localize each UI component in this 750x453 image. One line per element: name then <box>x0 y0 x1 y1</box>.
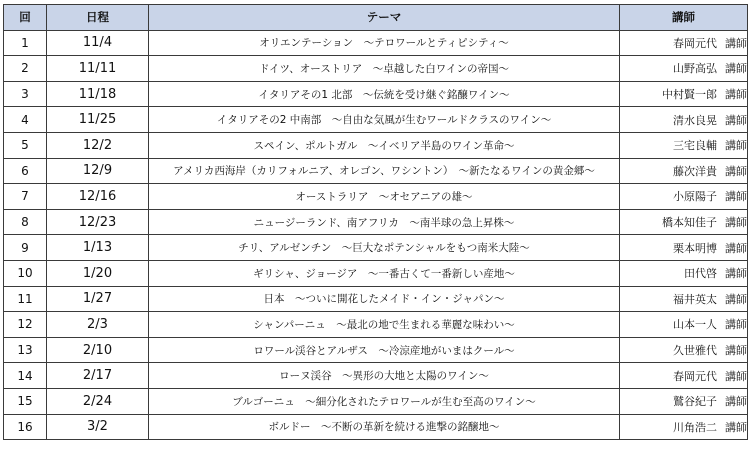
session-lecturer <box>620 107 748 133</box>
lecturer-suffix: 講師 <box>725 139 747 153</box>
lecturer-name: 田代啓 <box>684 267 717 281</box>
lecturer-name: 久世雅代 <box>673 344 717 358</box>
session-theme: イタリアその1 北部 ～伝統を受け継ぐ銘醸ワイン～ <box>149 81 620 107</box>
table-row <box>4 337 748 363</box>
lecturer-name: 春岡元代 <box>673 369 717 383</box>
session-number: 2 <box>4 56 47 82</box>
session-lecturer <box>620 312 748 338</box>
lecturer-suffix: 講師 <box>725 369 747 383</box>
session-number: 10 <box>4 260 47 286</box>
session-lecturer <box>620 30 748 56</box>
lecturer-suffix: 講師 <box>725 62 747 76</box>
session-date: 1/20 <box>47 260 149 286</box>
lecturer-suffix: 講師 <box>725 344 747 358</box>
session-date: 12/2 <box>47 132 149 158</box>
session-number: 12 <box>4 312 47 338</box>
table-row <box>4 286 748 312</box>
lecturer-suffix: 講師 <box>725 216 747 230</box>
session-lecturer <box>620 363 748 389</box>
lecturer-name: 春岡元代 <box>673 36 717 50</box>
session-theme: ボルドー ～不断の革新を続ける進撃の銘醸地～ <box>149 414 620 440</box>
session-date: 12/9 <box>47 158 149 184</box>
table-row <box>4 209 748 235</box>
lecturer-name: 三宅良輔 <box>673 139 717 153</box>
session-date: 11/18 <box>47 81 149 107</box>
session-theme: オーストラリア ～オセアニアの雄～ <box>149 184 620 210</box>
lecturer-name: 藤次洋貴 <box>673 164 717 178</box>
lecturer-suffix: 講師 <box>725 241 747 255</box>
header-date: 日程 <box>47 5 149 31</box>
session-lecturer <box>620 81 748 107</box>
lecturer-name: 川角浩二 <box>673 420 717 434</box>
session-date: 12/23 <box>47 209 149 235</box>
lecturer-suffix: 講師 <box>725 190 747 204</box>
session-lecturer <box>620 337 748 363</box>
session-lecturer <box>620 260 748 286</box>
table-row <box>4 132 748 158</box>
lecturer-name: 橋本知佳子 <box>662 216 717 230</box>
session-lecturer <box>620 184 748 210</box>
lecturer-name: 中村賢一郎 <box>662 88 717 102</box>
lecturer-suffix: 講師 <box>725 88 747 102</box>
lecturer-suffix: 講師 <box>725 164 747 178</box>
header-row <box>4 5 748 31</box>
session-theme: オリエンテーション ～テロワールとティピシティ～ <box>149 30 620 56</box>
header-lecturer: 講師 <box>620 5 748 31</box>
table-row <box>4 388 748 414</box>
table-row <box>4 184 748 210</box>
lecturer-name: 福井英太 <box>673 292 717 306</box>
session-lecturer <box>620 56 748 82</box>
lecturer-suffix: 講師 <box>725 318 747 332</box>
lecturer-name: 鷲谷紀子 <box>673 395 717 409</box>
session-number: 6 <box>4 158 47 184</box>
session-date: 11/4 <box>47 30 149 56</box>
schedule-body <box>4 30 748 440</box>
table-row <box>4 107 748 133</box>
session-number: 4 <box>4 107 47 133</box>
session-number: 8 <box>4 209 47 235</box>
lecturer-suffix: 講師 <box>725 267 747 281</box>
session-number: 3 <box>4 81 47 107</box>
session-number: 9 <box>4 235 47 261</box>
session-date: 2/10 <box>47 337 149 363</box>
lecturer-name: 栗本明博 <box>673 241 717 255</box>
session-number: 1 <box>4 30 47 56</box>
lecturer-suffix: 講師 <box>725 113 747 127</box>
lecturer-name: 山野高弘 <box>673 62 717 76</box>
session-lecturer <box>620 286 748 312</box>
session-lecturer <box>620 132 748 158</box>
session-lecturer <box>620 209 748 235</box>
lecturer-suffix: 講師 <box>725 395 747 409</box>
lecturer-name: 清水良晃 <box>673 113 717 127</box>
session-theme: ニュージーランド、南アフリカ ～南半球の急上昇株～ <box>149 209 620 235</box>
table-row <box>4 363 748 389</box>
session-date: 1/13 <box>47 235 149 261</box>
session-theme: ドイツ、オーストリア ～卓越した白ワインの帝国～ <box>149 56 620 82</box>
session-date: 1/27 <box>47 286 149 312</box>
session-number: 11 <box>4 286 47 312</box>
session-theme: ローヌ渓谷 ～異形の大地と太陽のワイン～ <box>149 363 620 389</box>
session-theme: 日本 ～ついに開花したメイド・イン・ジャパン～ <box>149 286 620 312</box>
table-row <box>4 312 748 338</box>
lecturer-suffix: 講師 <box>725 420 747 434</box>
table-row <box>4 81 748 107</box>
table-row <box>4 56 748 82</box>
session-number: 14 <box>4 363 47 389</box>
session-number: 7 <box>4 184 47 210</box>
session-date: 11/25 <box>47 107 149 133</box>
session-date: 2/17 <box>47 363 149 389</box>
session-lecturer <box>620 388 748 414</box>
session-theme: スペイン、ポルトガル ～イベリア半島のワイン革命～ <box>149 132 620 158</box>
session-theme: ブルゴーニュ ～細分化されたテロワールが生む至高のワイン～ <box>149 388 620 414</box>
session-date: 11/11 <box>47 56 149 82</box>
table-row <box>4 414 748 440</box>
session-theme: シャンパーニュ ～最北の地で生まれる華麗な味わい～ <box>149 312 620 338</box>
header-theme: テーマ <box>149 5 620 31</box>
session-theme: ロワール渓谷とアルザス ～冷涼産地がいまはクール～ <box>149 337 620 363</box>
lecturer-suffix: 講師 <box>725 36 747 50</box>
session-date: 2/3 <box>47 312 149 338</box>
lecturer-name: 小原陽子 <box>673 190 717 204</box>
session-lecturer <box>620 235 748 261</box>
session-date: 12/16 <box>47 184 149 210</box>
session-number: 5 <box>4 132 47 158</box>
session-date: 3/2 <box>47 414 149 440</box>
lecturer-name: 山本一人 <box>673 318 717 332</box>
session-number: 16 <box>4 414 47 440</box>
session-lecturer <box>620 414 748 440</box>
session-theme: アメリカ西海岸（カリフォルニア、オレゴン、ワシントン） ～新たなるワインの黄金郷～ <box>149 158 620 184</box>
session-lecturer <box>620 158 748 184</box>
table-row <box>4 158 748 184</box>
session-theme: チリ、アルゼンチン ～巨大なポテンシャルをもつ南米大陸～ <box>149 235 620 261</box>
table-row <box>4 260 748 286</box>
table-row <box>4 30 748 56</box>
table-row <box>4 235 748 261</box>
lecture-schedule-table <box>3 4 748 440</box>
session-number: 13 <box>4 337 47 363</box>
session-number: 15 <box>4 388 47 414</box>
session-theme: イタリアその2 中南部 ～自由な気風が生むワールドクラスのワイン～ <box>149 107 620 133</box>
session-date: 2/24 <box>47 388 149 414</box>
lecturer-suffix: 講師 <box>725 292 747 306</box>
header-number: 回 <box>4 5 47 31</box>
session-theme: ギリシャ、ジョージア ～一番古くて一番新しい産地～ <box>149 260 620 286</box>
